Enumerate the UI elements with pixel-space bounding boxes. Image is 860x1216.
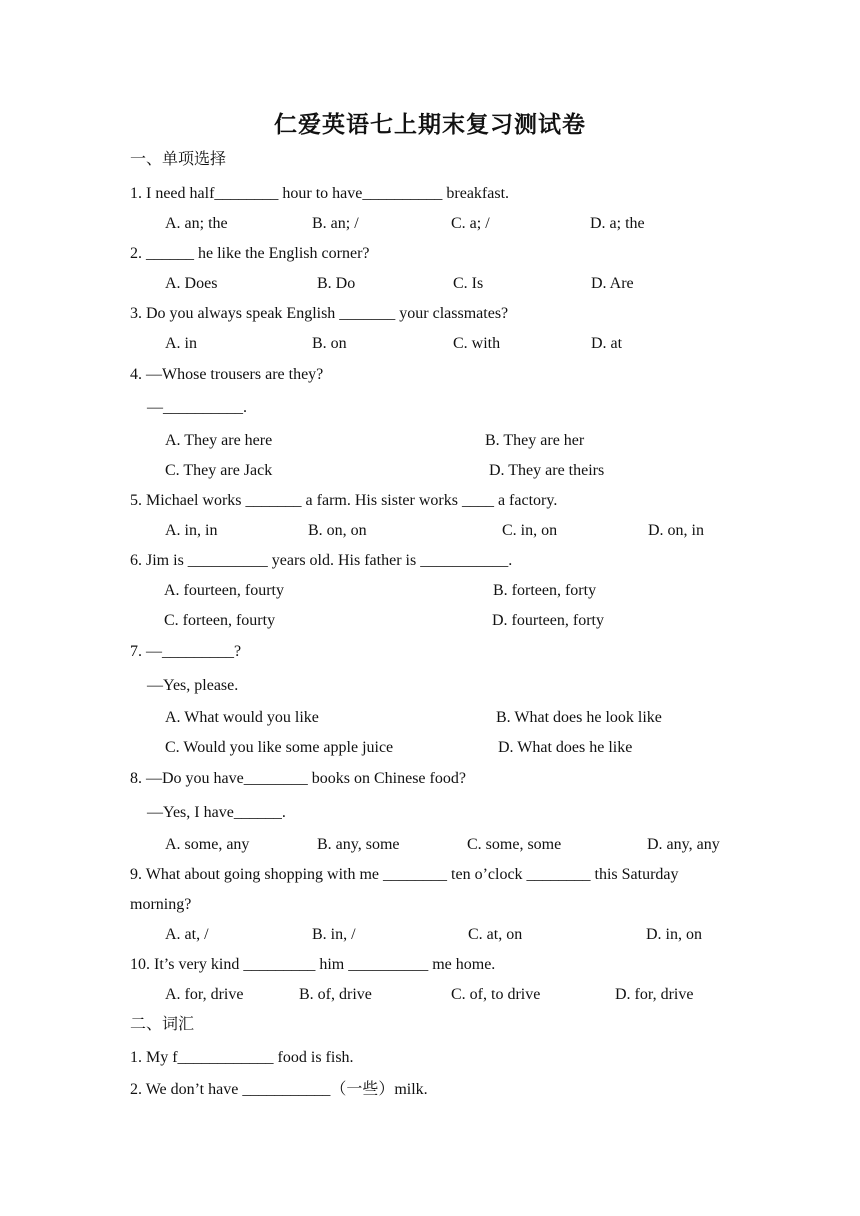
option-c: C. Would you like some apple juice: [165, 739, 394, 756]
section-heading-vocabulary: 二、词汇: [130, 1016, 195, 1033]
option-a: A. in, in: [165, 522, 218, 539]
option-b: B. of, drive: [299, 986, 372, 1003]
option-a: A. for, drive: [165, 986, 244, 1003]
option-d: D. Are: [591, 275, 634, 292]
option-a: A. What would you like: [165, 709, 319, 726]
option-c: C. at, on: [468, 926, 523, 943]
question-stem: 8. —Do you have________ books on Chinese food?: [130, 770, 466, 787]
question-stem: 3. Do you always speak English _______ your classmates?: [130, 305, 509, 322]
option-a: A. an; the: [165, 215, 228, 232]
option-d: D. in, on: [646, 926, 702, 943]
question-stem: 10. It’s very kind _________ him __________ me home.: [130, 956, 496, 973]
option-c: C. They are Jack: [165, 462, 273, 479]
option-d: D. a; the: [590, 215, 645, 232]
vocab-item: 2. We don’t have ___________（一些）milk.: [130, 1081, 428, 1098]
option-a: A. Does: [165, 275, 218, 292]
option-b: B. forteen, forty: [493, 582, 597, 599]
option-b: B. on: [312, 335, 347, 352]
option-b: B. They are her: [485, 432, 585, 449]
option-a: A. at, /: [165, 926, 209, 943]
option-c: C. some, some: [467, 836, 562, 853]
option-b: B. What does he look like: [496, 709, 662, 726]
option-d: D. any, any: [647, 836, 720, 853]
option-d: D. on, in: [648, 522, 704, 539]
question-stem: 5. Michael works _______ a farm. His sister works ____ a factory.: [130, 492, 558, 509]
option-a: A. They are here: [165, 432, 273, 449]
option-c: C. of, to drive: [451, 986, 541, 1003]
option-d: D. for, drive: [615, 986, 694, 1003]
option-c: C. a; /: [451, 215, 490, 232]
option-c: C. forteen, fourty: [164, 612, 276, 629]
question-stem-continued: morning?: [130, 896, 192, 913]
option-a: A. some, any: [165, 836, 250, 853]
option-c: C. Is: [453, 275, 484, 292]
page-title: 仁爱英语七上期末复习测试卷: [274, 111, 586, 138]
option-b: B. any, some: [317, 836, 400, 853]
question-stem: 6. Jim is __________ years old. His father is ___________.: [130, 552, 513, 569]
option-d: D. They are theirs: [489, 462, 605, 479]
question-stem: 9. What about going shopping with me ________ ten o’clock ________ this Saturday: [130, 866, 679, 883]
section-heading-choice: 一、单项选择: [130, 151, 227, 168]
question-stem: 2. ______ he like the English corner?: [130, 245, 370, 262]
option-c: C. with: [453, 335, 501, 352]
question-answer-line: —Yes, please.: [147, 677, 239, 694]
option-d: D. What does he like: [498, 739, 633, 756]
option-a: A. fourteen, fourty: [164, 582, 284, 599]
option-d: D. at: [591, 335, 623, 352]
question-stem: 1. I need half________ hour to have__________ breakfast.: [130, 185, 510, 202]
question-stem: 4. —Whose trousers are they?: [130, 366, 324, 383]
option-c: C. in, on: [502, 522, 558, 539]
question-answer-line: —Yes, I have______.: [147, 804, 286, 821]
option-b: B. Do: [317, 275, 356, 292]
option-b: B. in, /: [312, 926, 356, 943]
option-b: B. on, on: [308, 522, 367, 539]
option-a: A. in: [165, 335, 197, 352]
option-b: B. an; /: [312, 215, 359, 232]
vocab-item: 1. My f____________ food is fish.: [130, 1049, 354, 1066]
question-stem: 7. —_________?: [130, 643, 242, 660]
option-d: D. fourteen, forty: [492, 612, 604, 629]
question-answer-line: —__________.: [147, 399, 247, 416]
